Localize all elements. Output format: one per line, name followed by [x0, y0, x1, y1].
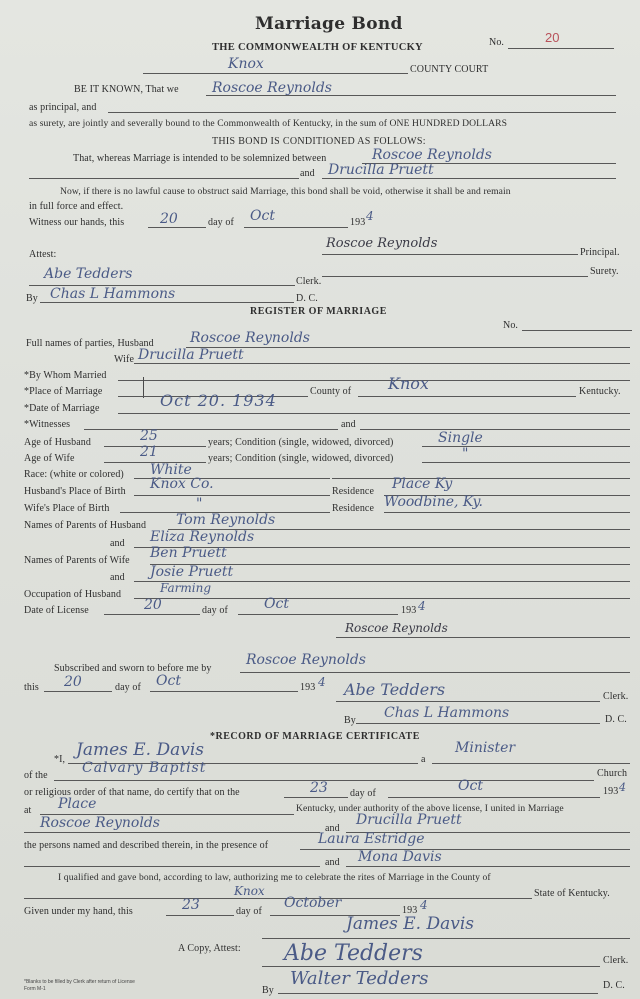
county-line	[143, 73, 408, 74]
cert-day-value: 23	[310, 780, 328, 796]
parents-wife-label: Names of Parents of Wife	[24, 555, 130, 566]
husband-birth-line	[134, 495, 330, 496]
register-no-line	[522, 330, 632, 331]
witness-hands-label: Witness our hands, this	[29, 217, 125, 228]
age-husband-value: 25	[140, 428, 158, 444]
of-the-label: of the	[24, 770, 48, 781]
cert-day-line	[284, 797, 348, 798]
given-year-prefix: 193	[402, 905, 418, 916]
officiant-signature: James E. Davis	[346, 914, 475, 934]
race-value: White	[150, 462, 192, 478]
wife-name-line	[134, 363, 630, 364]
register-clerk-line	[336, 701, 600, 702]
bond-no-label: No.	[489, 37, 505, 48]
given-month-value: October	[284, 895, 342, 911]
age-husband-label: Age of Husband	[24, 437, 91, 448]
witness-month: Oct	[250, 208, 275, 224]
subscribed-label: Subscribed and sworn to before me by	[54, 663, 212, 674]
cert-and-label: and	[325, 823, 340, 834]
county-court-label: COUNTY COURT	[410, 64, 489, 75]
party-and-label: and	[300, 168, 315, 179]
given-day-value: 23	[182, 897, 200, 913]
be-it-known-text: BE IT KNOWN, That we	[74, 84, 179, 95]
conditioned-heading: THIS BOND IS CONDITIONED AS FOLLOWS:	[212, 136, 426, 147]
officiant-a-label: a	[421, 754, 426, 765]
condition-husband-label: years; Condition (single, widowed, divorced)	[208, 437, 394, 448]
cert-year-prefix: 193	[603, 786, 619, 797]
cert-month-value: Oct	[458, 778, 483, 794]
date-of-marriage-label: *Date of Marriage	[24, 403, 100, 414]
register-by-label: By	[344, 715, 356, 726]
whereas-text: That, whereas Marriage is intended to be solemnized between	[73, 153, 327, 164]
license-date-label: Date of License	[24, 605, 89, 616]
sworn-day-of: day of	[115, 682, 141, 693]
mother-wife-value: Josie Pruett	[150, 564, 234, 580]
principal-signature-line	[322, 254, 578, 255]
cert-witness2: Mona Davis	[358, 849, 442, 865]
qualified-text: I qualified and gave bond, according to law, authorizing me to celebrate the rites of Marriage in the County of	[58, 872, 491, 883]
witness-month-line	[244, 227, 348, 228]
church-name: Calvary Baptist	[82, 760, 207, 776]
sworn-month-line	[150, 691, 298, 692]
as-surety-text: as surety, are jointly and severally bound to the Commonwealth of Kentucky, in the sum of ONE HUNDRED DOLLARS	[29, 118, 508, 129]
cert-witness1: Laura Estridge	[318, 831, 425, 847]
cert-day-of: day of	[350, 788, 376, 799]
date-of-marriage-line	[118, 413, 630, 414]
party2-name: Drucilla Pruett	[328, 162, 434, 178]
register-county-value: Knox	[388, 374, 429, 393]
commonwealth-heading: THE COMMONWEALTH OF KENTUCKY	[212, 42, 423, 53]
sworn-year-prefix: 193	[300, 682, 316, 693]
copy-attest-label: A Copy, Attest:	[178, 943, 241, 954]
cert-dc-label: D. C.	[603, 980, 625, 991]
subscriber-line	[240, 672, 630, 673]
register-clerk-signature: Abe Tedders	[344, 680, 446, 699]
officiant-signature-line	[262, 938, 630, 939]
given-day-of: day of	[236, 906, 262, 917]
groom-affidavit-line	[336, 637, 630, 638]
cert-witness-and: and	[325, 857, 340, 868]
party2-line	[322, 178, 616, 179]
husband-name-line	[186, 347, 630, 348]
husband-residence-label: Residence	[332, 486, 374, 497]
officiant-name: James E. Davis	[76, 740, 205, 760]
occupation-value: Farming	[160, 581, 212, 595]
witness-year-prefix: 193	[350, 217, 366, 228]
officiant-title-line	[432, 763, 630, 764]
state-of-kentucky-label: State of Kentucky.	[534, 888, 610, 899]
witness2-line	[360, 429, 630, 430]
sworn-month-value: Oct	[156, 673, 181, 689]
occupation-line	[134, 598, 630, 599]
cert-witness1-line	[300, 849, 630, 850]
party0-line	[29, 178, 299, 179]
place-tick-mark	[143, 377, 144, 398]
surety-label: Surety.	[590, 266, 619, 277]
surety-signature-line	[322, 276, 588, 277]
wife-birth-value: "	[196, 496, 203, 512]
witness-year-suffix: 4	[366, 209, 374, 223]
principal-signature: Roscoe Reynolds	[326, 236, 438, 251]
document-title: Marriage Bond	[255, 14, 403, 34]
full-force-text: in full force and effect.	[29, 201, 124, 212]
now-if-text: Now, if there is no lawful cause to obstruct said Marriage, this bond shall be void, otherwise it shall be and remain	[60, 186, 511, 197]
place-label: *Place of Marriage	[24, 386, 103, 397]
license-day-line	[104, 614, 200, 615]
county-of-label: County of	[310, 386, 352, 397]
county-value: Knox	[228, 56, 264, 72]
wife-name: Drucilla Pruett	[138, 347, 244, 363]
license-month-value: Oct	[264, 596, 289, 612]
parents-wife-and: and	[110, 572, 125, 583]
principal-label: Principal.	[580, 247, 620, 258]
bond-dc-line	[40, 302, 294, 303]
mother-husband-value: Eliza Reynolds	[150, 529, 255, 545]
persons-named-text: the persons named and described therein, in the presence of	[24, 840, 269, 851]
bond-dc-signature: Chas L Hammons	[50, 286, 176, 302]
witness-day-of: day of	[208, 217, 234, 228]
cert-witness2-line	[346, 866, 630, 867]
condition-husband-value: Single	[438, 430, 483, 446]
cert-dc-line	[278, 993, 598, 994]
condition-husband-line	[422, 446, 630, 447]
father-husband-value: Tom Reynolds	[176, 512, 276, 528]
principal-name: Roscoe Reynolds	[212, 80, 332, 96]
register-clerk-label: Clerk.	[603, 691, 629, 702]
witness1-line	[84, 429, 338, 430]
officiant-i-label: *I,	[54, 754, 66, 765]
wife-residence-label: Residence	[332, 503, 374, 514]
bond-dc-label: D. C.	[296, 293, 318, 304]
groom-affidavit-signature: Roscoe Reynolds	[345, 621, 448, 635]
sworn-day-value: 20	[64, 674, 82, 690]
by-whom-line	[118, 380, 630, 381]
wife-birth-label: Wife's Place of Birth	[24, 503, 110, 514]
license-year-prefix: 193	[401, 605, 417, 616]
given-day-line	[166, 915, 234, 916]
age-wife-label: Age of Wife	[24, 453, 75, 464]
cert-dc-signature: Walter Tedders	[290, 968, 429, 989]
given-year-suffix: 4	[420, 898, 428, 912]
parents-husband-and: and	[110, 538, 125, 549]
parents-husband-label: Names of Parents of Husband	[24, 520, 147, 531]
as-principal-text: as principal, and	[29, 102, 97, 113]
license-year-suffix: 4	[418, 599, 426, 613]
wife-label: Wife	[114, 354, 134, 365]
license-day-of: day of	[202, 605, 228, 616]
bond-no-line	[508, 48, 614, 49]
cert-clerk-label: Clerk.	[603, 955, 629, 966]
footnote-line2: Form M-1	[24, 986, 46, 992]
occupation-label: Occupation of Husband	[24, 589, 122, 600]
cert-clerk-line	[262, 966, 600, 967]
husband-name: Roscoe Reynolds	[190, 330, 310, 346]
race-right-line	[332, 478, 630, 479]
condition-wife-line	[422, 462, 630, 463]
race-label: Race: (white or colored)	[24, 469, 124, 480]
register-county-line	[358, 396, 576, 397]
cert-clerk-signature: Abe Tedders	[284, 941, 423, 966]
subscriber-name: Roscoe Reynolds	[246, 652, 366, 668]
kentucky-authority-text: Kentucky, under authority of the above license, I united in Marriage	[296, 803, 564, 814]
cert-county-line	[24, 898, 532, 899]
church-label: Church	[597, 768, 628, 779]
register-no-label: No.	[503, 320, 519, 331]
condition-wife-label: years; Condition (single, widowed, divorced)	[208, 453, 394, 464]
license-month-line	[238, 614, 398, 615]
by-whom-label: *By Whom Married	[24, 370, 107, 381]
register-dc-line	[356, 723, 600, 724]
cert-by-label: By	[262, 985, 274, 996]
cert-month-line	[388, 797, 600, 798]
wife-residence-value: Woodbine, Ky.	[384, 494, 483, 510]
footnote-line1: *Blanks to be filled by Clerk after return of License	[24, 979, 135, 985]
given-label: Given under my hand, this	[24, 906, 133, 917]
cert-year-suffix: 4	[619, 781, 626, 794]
cert-groom-name: Roscoe Reynolds	[40, 815, 160, 831]
husband-birth-label: Husband's Place of Birth	[24, 486, 126, 497]
certificate-heading: *RECORD OF MARRIAGE CERTIFICATE	[210, 731, 420, 742]
condition-wife-value: "	[462, 446, 469, 462]
cert-bride-name: Drucilla Pruett	[356, 812, 462, 828]
register-dc-signature: Chas L Hammons	[384, 705, 510, 721]
bond-clerk-signature: Abe Tedders	[44, 266, 133, 282]
bond-by-label: By	[26, 293, 38, 304]
sworn-year-suffix: 4	[318, 675, 326, 689]
register-kentucky-label: Kentucky.	[579, 386, 621, 397]
register-heading: REGISTER OF MARRIAGE	[250, 306, 387, 317]
witness-day: 20	[160, 211, 178, 227]
wife-residence-line	[384, 512, 630, 513]
at-label: at	[24, 805, 32, 816]
attest-label: Attest:	[29, 249, 57, 260]
date-of-marriage-value: Oct 20. 1934	[160, 391, 277, 410]
party1-name: Roscoe Reynolds	[372, 147, 492, 163]
officiant-title: Minister	[455, 740, 516, 756]
cert-county-value: Knox	[234, 884, 265, 898]
sworn-this-label: this	[24, 682, 39, 693]
husband-residence-value: Place Ky	[392, 476, 453, 492]
bond-no-value: 20	[545, 30, 560, 45]
license-day-value: 20	[144, 597, 162, 613]
father-wife-value: Ben Pruett	[150, 545, 227, 561]
witness-day-line	[148, 227, 206, 228]
husband-birth-value: Knox Co.	[150, 476, 214, 492]
full-names-label: Full names of parties, Husband	[26, 338, 154, 349]
cert-groom-line	[24, 832, 320, 833]
witnesses-and-label: and	[341, 419, 356, 430]
witnesses-label: *Witnesses	[24, 419, 71, 430]
age-wife-value: 21	[140, 444, 158, 460]
cert-witness-blank-line	[24, 866, 320, 867]
bond-clerk-label: Clerk.	[296, 276, 322, 287]
religious-order-text: or religious order of that name, do certify that on the	[24, 787, 240, 798]
register-dc-label: D. C.	[605, 714, 627, 725]
surety-name-line	[108, 112, 616, 113]
sworn-day-line	[44, 691, 112, 692]
cert-place-value: Place	[58, 796, 97, 812]
principal-name-line	[206, 95, 616, 96]
